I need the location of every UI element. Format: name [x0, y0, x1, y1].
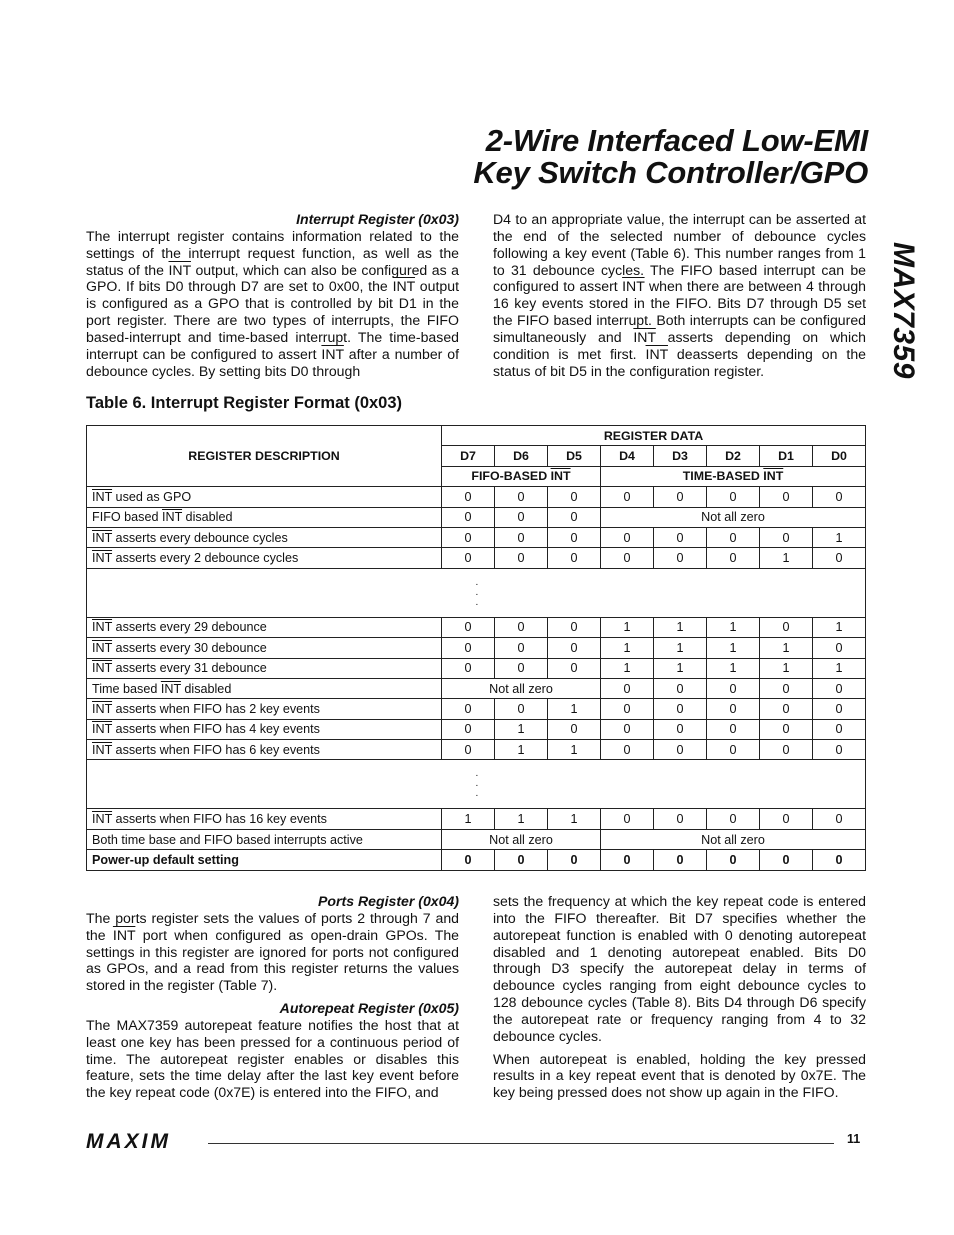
autorepeat-right-paragraph-1: sets the frequency at which the key repeat code is entered into the FIFO thereafter. Bit D7 specifies whether the autorepeat function is enabled with 0 denoting autorepeat disabled and 1 denoting autorepeat enabled. Bits D0 through D3 specify the autorepeat delay in terms of debounce cycles ranging from eight debounce cycles to 128 debounce cycles (Table 8). Bits D4 through D6 specify the autorepeat rate or frequency ranging from 4 to 32 debounce cycles. — [493, 893, 866, 1044]
bit-value: 0 — [548, 548, 601, 568]
bit-value: 0 — [442, 699, 495, 719]
bit-value: 1 — [654, 617, 707, 637]
bit-value: 0 — [760, 699, 813, 719]
bit-value: 0 — [548, 719, 601, 739]
bit-value: 1 — [548, 809, 601, 829]
bit-value: 1 — [707, 638, 760, 658]
bit-header: D6 — [495, 446, 548, 466]
bit-value: 1 — [813, 658, 866, 678]
bit-value: 0 — [760, 527, 813, 547]
bit-header: D5 — [548, 446, 601, 466]
register-description-header: REGISTER DESCRIPTION — [87, 426, 442, 487]
page-title — [420, 125, 868, 189]
bit-value: 0 — [654, 548, 707, 568]
bit-value: 0 — [654, 809, 707, 829]
bit-value: 0 — [813, 850, 866, 870]
register-description: $\overline{INT}$ asserts every debounce cycles — [87, 527, 442, 547]
bit-value: 1 — [760, 548, 813, 568]
bit-header: D4 — [601, 446, 654, 466]
register-description: $\overline{INT}$ used as GPO — [87, 487, 442, 507]
table-row — [87, 829, 866, 849]
table-row — [87, 507, 866, 527]
not-all-zero-cell: Not all zero — [442, 678, 601, 698]
bit-header: D2 — [707, 446, 760, 466]
bit-value: 0 — [654, 678, 707, 698]
table-gap-row — [87, 760, 866, 809]
bit-value: 0 — [601, 548, 654, 568]
continuation-dots: . . . — [442, 760, 866, 809]
bit-value: 0 — [813, 740, 866, 760]
register-description: $\overline{INT}$ asserts every 2 debounce cycles — [87, 548, 442, 568]
autorepeat-right-paragraph-2: When autorepeat is enabled, holding the key pressed results in a key repeat event that is denoted by 0x7E. The key being pressed does not show up again in the FIFO. — [493, 1050, 866, 1101]
bit-value: 0 — [601, 699, 654, 719]
bit-value: 0 — [813, 678, 866, 698]
bit-value: 0 — [707, 678, 760, 698]
bit-value: 0 — [442, 719, 495, 739]
bit-value: 0 — [813, 548, 866, 568]
bit-header: D7 — [442, 446, 495, 466]
table-row — [87, 638, 866, 658]
bit-value: 0 — [548, 617, 601, 637]
bit-value: 0 — [548, 658, 601, 678]
bit-value: 1 — [495, 809, 548, 829]
bit-value: 0 — [760, 809, 813, 829]
bit-value: 0 — [760, 740, 813, 760]
bit-value: 0 — [601, 740, 654, 760]
bit-value: 0 — [442, 527, 495, 547]
table-row — [87, 527, 866, 547]
bit-value: 0 — [707, 740, 760, 760]
bit-value: 1 — [760, 658, 813, 678]
bit-value: 1 — [601, 658, 654, 678]
register-description: $\overline{INT}$ asserts every 29 debounce — [87, 617, 442, 637]
bit-value: 0 — [707, 809, 760, 829]
bit-value: 0 — [442, 507, 495, 527]
continuation-dots: . . . — [442, 568, 866, 617]
table-row — [87, 809, 866, 829]
fifo-group-header: FIFO-BASED $\overline{INT}$ — [442, 466, 601, 486]
not-all-zero-cell: Not all zero — [601, 507, 866, 527]
bit-value: 0 — [548, 850, 601, 870]
register-description: $\overline{INT}$ asserts when FIFO has 6 key events — [87, 740, 442, 760]
bit-value: 0 — [813, 809, 866, 829]
table-row — [87, 850, 866, 870]
register-description: FIFO based $\overline{INT}$ disabled — [87, 507, 442, 527]
autorepeat-right-column — [493, 893, 866, 1101]
bit-value: 0 — [707, 719, 760, 739]
bit-value: 0 — [548, 527, 601, 547]
bit-value: 0 — [654, 719, 707, 739]
table-row — [87, 719, 866, 739]
bit-value: 0 — [707, 527, 760, 547]
register-description: Both time base and FIFO based interrupts active — [87, 829, 442, 849]
bit-value: 0 — [760, 719, 813, 739]
bit-value: 0 — [548, 507, 601, 527]
bit-value: 0 — [495, 638, 548, 658]
register-description: $\overline{INT}$ asserts when FIFO has 4 key events — [87, 719, 442, 739]
bit-value: 0 — [813, 699, 866, 719]
table-gap-row — [87, 568, 866, 617]
bit-header: D0 — [813, 446, 866, 466]
footer-rule — [208, 1143, 834, 1144]
interrupt-right-column — [493, 211, 866, 379]
bit-value: 1 — [442, 809, 495, 829]
bit-value: 0 — [442, 850, 495, 870]
table-title: Table 6. Interrupt Register Format (0x03) — [86, 394, 403, 412]
bit-value: 0 — [707, 850, 760, 870]
bit-value: 0 — [707, 487, 760, 507]
bit-value: 0 — [495, 487, 548, 507]
title-line-1: 2-Wire Interfaced Low-EMI — [485, 123, 868, 158]
bit-value: 0 — [601, 719, 654, 739]
bit-value: 0 — [495, 507, 548, 527]
bit-value: 0 — [495, 699, 548, 719]
maxim-logo: MAXIM — [86, 1130, 171, 1153]
register-data-header: REGISTER DATA — [442, 426, 866, 446]
gap-cell — [87, 760, 442, 809]
table-row — [87, 699, 866, 719]
interrupt-heading: Interrupt Register (0x03) — [296, 211, 459, 227]
bit-value: 0 — [442, 487, 495, 507]
bit-value: 0 — [442, 658, 495, 678]
bit-value: 0 — [601, 487, 654, 507]
bit-value: 0 — [601, 678, 654, 698]
bit-value: 1 — [601, 638, 654, 658]
time-group-header: TIME-BASED $\overline{INT}$ — [601, 466, 866, 486]
gap-cell — [87, 568, 442, 617]
ports-heading: Ports Register (0x04) — [318, 893, 459, 909]
interrupt-register-table — [86, 425, 866, 871]
interrupt-right-paragraph: D4 to an appropriate value, the interrupt can be asserted at the end of the selected number of debounce cycles following a key event (Table 6). This number ranges from 1 to 31 debounce cycles. The FIFO based interrupt can be configured to assert $\overline{INT}$ when there are between 4 through 16 key events stored in the FIFO. Bits D7 through D5 set the FIFO based interrupt. Both interrupts can be configured simultaneously and $\overline{INT}$ asserts depending on which condition is met first. $\overline{INT}$ deasserts depending on the status of bit D5 in the configuration register. — [493, 211, 867, 379]
bit-value: 0 — [495, 617, 548, 637]
bit-value: 0 — [548, 487, 601, 507]
bit-value: 0 — [654, 527, 707, 547]
register-description: $\overline{INT}$ asserts when FIFO has 2 key events — [87, 699, 442, 719]
bit-header: D3 — [654, 446, 707, 466]
table-row — [87, 548, 866, 568]
not-all-zero-cell: Not all zero — [601, 829, 866, 849]
bit-value: 0 — [654, 487, 707, 507]
bit-value: 0 — [760, 678, 813, 698]
bit-value: 0 — [813, 719, 866, 739]
bit-value: 0 — [548, 638, 601, 658]
bit-value: 1 — [495, 719, 548, 739]
table-row — [87, 740, 866, 760]
bit-value: 0 — [760, 487, 813, 507]
bit-value: 0 — [601, 809, 654, 829]
bit-value: 1 — [548, 699, 601, 719]
register-description: $\overline{INT}$ asserts every 31 debounce — [87, 658, 442, 678]
bit-value: 0 — [813, 638, 866, 658]
side-part-number: MAX7359 — [887, 242, 920, 379]
interrupt-left-paragraph: The interrupt register contains information related to the settings of the interrupt request function, as well as the status of the $\overline{INT}$ output, which can also be configured as a GPO. If bits D0 through D7 are set to 0x00, the $\overline{INT}$ output is configured as a GPO that is controlled by bit D1 in the port register. There are two types of interrupts, the FIFO based-interrupt and time-based interrupt. The time-based interrupt can be configured to assert $\overline{INT}$ after a number of debounce cycles. By setting bits D0 through — [86, 227, 460, 379]
autorepeat-left-paragraph: The MAX7359 autorepeat feature notifies the host that at least one key has been pressed for a continuous period of time. The autorepeat register enables or disables this feature, sets the time delay after the last key event before the key repeat code (0x7E) is entered into the FIFO, and — [86, 1016, 459, 1101]
table-row — [87, 658, 866, 678]
table-row — [87, 678, 866, 698]
bit-value: 0 — [442, 548, 495, 568]
bit-value: 0 — [442, 638, 495, 658]
bit-value: 0 — [654, 699, 707, 719]
ports-column — [86, 893, 459, 1101]
table-row — [87, 487, 866, 507]
title-line-2: Key Switch Controller/GPO — [473, 155, 868, 190]
bit-value: 0 — [654, 740, 707, 760]
bit-value: 0 — [495, 850, 548, 870]
bit-value: 0 — [442, 617, 495, 637]
bit-value: 0 — [654, 850, 707, 870]
register-description: Time based $\overline{INT}$ disabled — [87, 678, 442, 698]
table-row — [87, 617, 866, 637]
not-all-zero-cell: Not all zero — [442, 829, 601, 849]
bit-value: 0 — [707, 699, 760, 719]
register-description: $\overline{INT}$ asserts when FIFO has 16 key events — [87, 809, 442, 829]
register-description: $\overline{INT}$ asserts every 30 debounce — [87, 638, 442, 658]
bit-value: 0 — [813, 487, 866, 507]
bit-value: 0 — [760, 617, 813, 637]
page-number: 11 — [847, 1132, 861, 1146]
interrupt-left-column — [86, 211, 459, 379]
bit-value: 1 — [601, 617, 654, 637]
bit-header: D1 — [760, 446, 813, 466]
bit-value: 1 — [654, 638, 707, 658]
bit-value: 0 — [442, 740, 495, 760]
bit-value: 0 — [495, 658, 548, 678]
bit-value: 0 — [601, 527, 654, 547]
bit-value: 1 — [707, 617, 760, 637]
bit-value: 1 — [495, 740, 548, 760]
bit-value: 0 — [760, 850, 813, 870]
bit-value: 1 — [813, 617, 866, 637]
bit-value: 0 — [495, 527, 548, 547]
bit-value: 1 — [707, 658, 760, 678]
bit-value: 1 — [548, 740, 601, 760]
bit-value: 0 — [707, 548, 760, 568]
bit-value: 0 — [601, 850, 654, 870]
bit-value: 0 — [495, 548, 548, 568]
bit-value: 1 — [813, 527, 866, 547]
bit-value: 1 — [654, 658, 707, 678]
ports-paragraph: The ports register sets the values of ports 2 through 7 and the $\overline{INT}$ port when configured as open-drain GPOs. The settings in this register are ignored for ports not configured as GPOs, and a read from this register returns the values stored in the register (Table 7). — [86, 909, 459, 994]
autorepeat-heading: Autorepeat Register (0x05) — [279, 1000, 459, 1017]
bit-value: 1 — [760, 638, 813, 658]
register-description: Power-up default setting — [87, 850, 442, 870]
